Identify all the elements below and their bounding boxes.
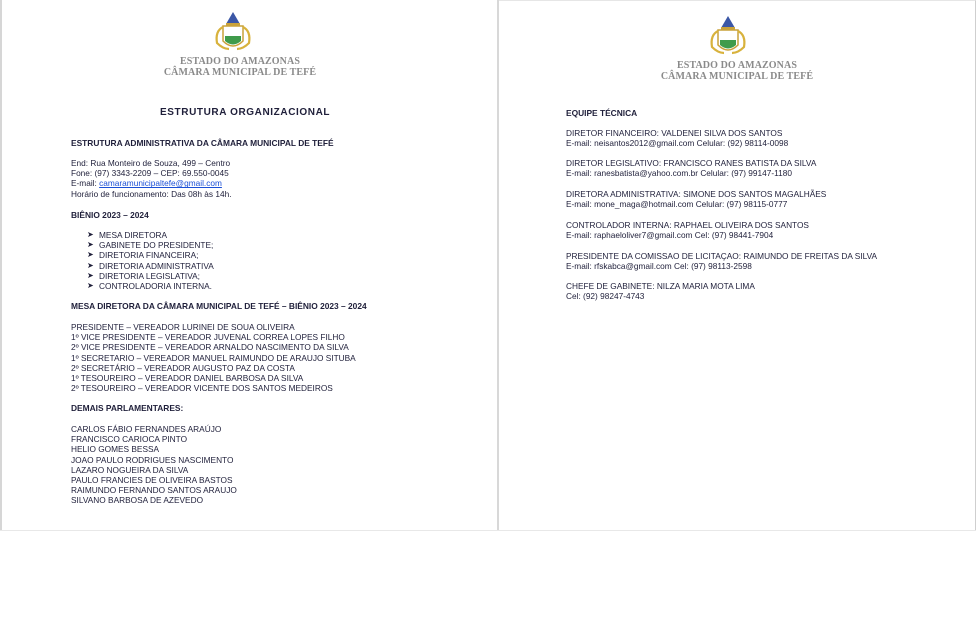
email-label: E-mail: <box>71 178 100 189</box>
arrow-bullet-icon: ➤ <box>87 230 94 239</box>
list-item: ➤ MESA DIRETORA <box>87 230 168 240</box>
page-bottom-edge <box>0 530 976 531</box>
team-member <box>566 220 809 240</box>
member-contact: E-mail: raphaeloliver7@gmail.com Cel: (97) 98441-7904 <box>566 230 774 241</box>
technical-team-heading: EQUIPE TÉCNICA <box>566 108 638 118</box>
list-item: 1º SECRETARIO – VEREADOR MANUEL RAIMUNDO DE ARAUJO SITUBA <box>71 352 356 363</box>
arrow-bullet-icon: ➤ <box>87 260 94 270</box>
board-list <box>71 322 356 393</box>
list-item: JOAO PAULO RODRIGUES NASCIMENTO <box>71 454 234 465</box>
list-item: PAULO FRANCIES DE OLIVEIRA BASTOS <box>71 474 233 485</box>
arrow-bullet-icon: ➤ <box>87 240 94 250</box>
team-member <box>566 251 877 271</box>
board-heading: MESA DIRETORA DA CÂMARA MUNICIPAL DE TEFÉ – BIÊNIO 2023 – 2024 <box>71 301 367 311</box>
chamber-name: CÂMARA MUNICIPAL DE TEFÉ <box>660 71 814 82</box>
team-member <box>566 281 755 301</box>
chamber-name: CÂMARA MUNICIPAL DE TEFÉ <box>163 67 317 78</box>
departments-list <box>71 230 214 291</box>
list-item: SILVANO BARBOSA DE AZEVEDO <box>71 495 204 506</box>
arrow-bullet-icon: ➤ <box>87 280 94 290</box>
member-role: DIRETORA ADMINISTRATIVA: SIMONE DOS SANTOS MAGALHÃES <box>566 189 827 199</box>
list-item: PRESIDENTE – VEREADOR LURINEI DE SOUA OLIVEIRA <box>71 322 295 332</box>
coat-of-arms-icon <box>708 15 748 57</box>
member-role: DIRETOR FINANCEIRO: VALDENEI SILVA DOS SANTOS <box>566 128 783 138</box>
list-item: 2º SECRETÁRIO – VEREADOR AUGUSTO PAZ DA COSTA <box>71 362 295 373</box>
list-item: CARLOS FÁBIO FERNANDES ARAÚJO <box>71 424 222 434</box>
member-contact: Cel: (92) 98247-4743 <box>566 291 645 302</box>
other-councilors-list <box>71 424 237 506</box>
list-item: ➤ DIRETORIA LEGISLATIVA; <box>87 270 200 281</box>
member-role: DIRETOR LEGISLATIVO: FRANCISCO RANES BATISTA DA SILVA <box>566 158 817 168</box>
member-contact: E-mail: neisantos2012@gmail.com Celular: (92) 98114-0098 <box>566 138 789 149</box>
list-item: 2º TESOUREIRO – VEREADOR VICENTE DOS SANTOS MEDEIROS <box>71 383 333 394</box>
list-item: HELIO GOMES BESSA <box>71 444 160 455</box>
page-separator <box>497 0 499 530</box>
header-block <box>647 60 827 82</box>
email-link[interactable]: camaramunicipaltefe@gmail.com <box>99 178 222 189</box>
hours-line: Horário de funcionamento: Das 08h às 14h. <box>71 188 232 199</box>
list-item: 1º TESOUREIRO – VEREADOR DANIEL BARBOSA DA SILVA <box>71 372 304 383</box>
list-item: ➤ CONTROLADORIA INTERNA. <box>87 280 212 291</box>
phone-line: Fone: (97) 3343-2209 – CEP: 69.550-0045 <box>71 168 229 179</box>
member-contact: E-mail: ranesbatista@yahoo.com.br Celular: (97) 99147-1180 <box>566 168 792 179</box>
team-member <box>566 128 788 148</box>
member-role: PRESIDENTE DA COMISSAO DE LICITAÇAO: RAIMUNDO DE FREITAS DA SILVA <box>566 251 878 261</box>
list-item: LAZARO NOGUEIRA DA SILVA <box>71 464 189 475</box>
list-item: 2º VICE PRESIDENTE – VEREADOR ARNALDO NASCIMENTO DA SILVA <box>71 342 349 353</box>
member-contact: E-mail: mone_maga@hotmail.com Celular: (97) 98115-0777 <box>566 199 788 210</box>
document-title: ESTRUTURA ORGANIZACIONAL <box>160 107 331 118</box>
state-name: ESTADO DO AMAZONAS <box>677 60 797 71</box>
admin-structure-heading: ESTRUTURA ADMINISTRATIVA DA CÂMARA MUNICIPAL DE TEFÉ <box>71 138 334 148</box>
member-role: CHEFE DE GABINETE: NILZA MARIA MOTA LIMA <box>566 281 755 291</box>
list-item: ➤ DIRETORIA ADMINISTRATIVA <box>87 260 214 271</box>
list-item: RAIMUNDO FERNANDO SANTOS ARAUJO <box>71 485 237 496</box>
header-block <box>150 56 330 78</box>
member-role: CONTROLADOR INTERNA: RAPHAEL OLIVEIRA DOS SANTOS <box>566 220 809 230</box>
list-item: ➤ DIRETORIA FINANCEIRA; <box>87 250 199 261</box>
member-contact: E-mail: rfskabca@gmail.com Cel: (97) 98113-2598 <box>566 261 752 272</box>
arrow-bullet-icon: ➤ <box>87 250 94 260</box>
team-member <box>566 189 826 209</box>
state-name: ESTADO DO AMAZONAS <box>180 56 300 67</box>
arrow-bullet-icon: ➤ <box>87 270 94 280</box>
team-member <box>566 158 816 178</box>
list-item: ➤ GABINETE DO PRESIDENTE; <box>87 240 214 251</box>
coat-of-arms-icon <box>213 11 253 53</box>
contact-block <box>71 158 232 199</box>
email-line <box>71 178 232 188</box>
address-line: End: Rua Monteiro de Souza, 499 – Centro <box>71 158 231 168</box>
list-item: 1º VICE PRESIDENTE – VEREADOR JUVENAL CORREA LOPES FILHO <box>71 332 345 343</box>
list-item: FRANCISCO CARIOCA PINTO <box>71 434 188 445</box>
other-councilors-heading: DEMAIS PARLAMENTARES: <box>71 403 184 413</box>
biennium-heading: BIÊNIO 2023 – 2024 <box>71 210 149 220</box>
